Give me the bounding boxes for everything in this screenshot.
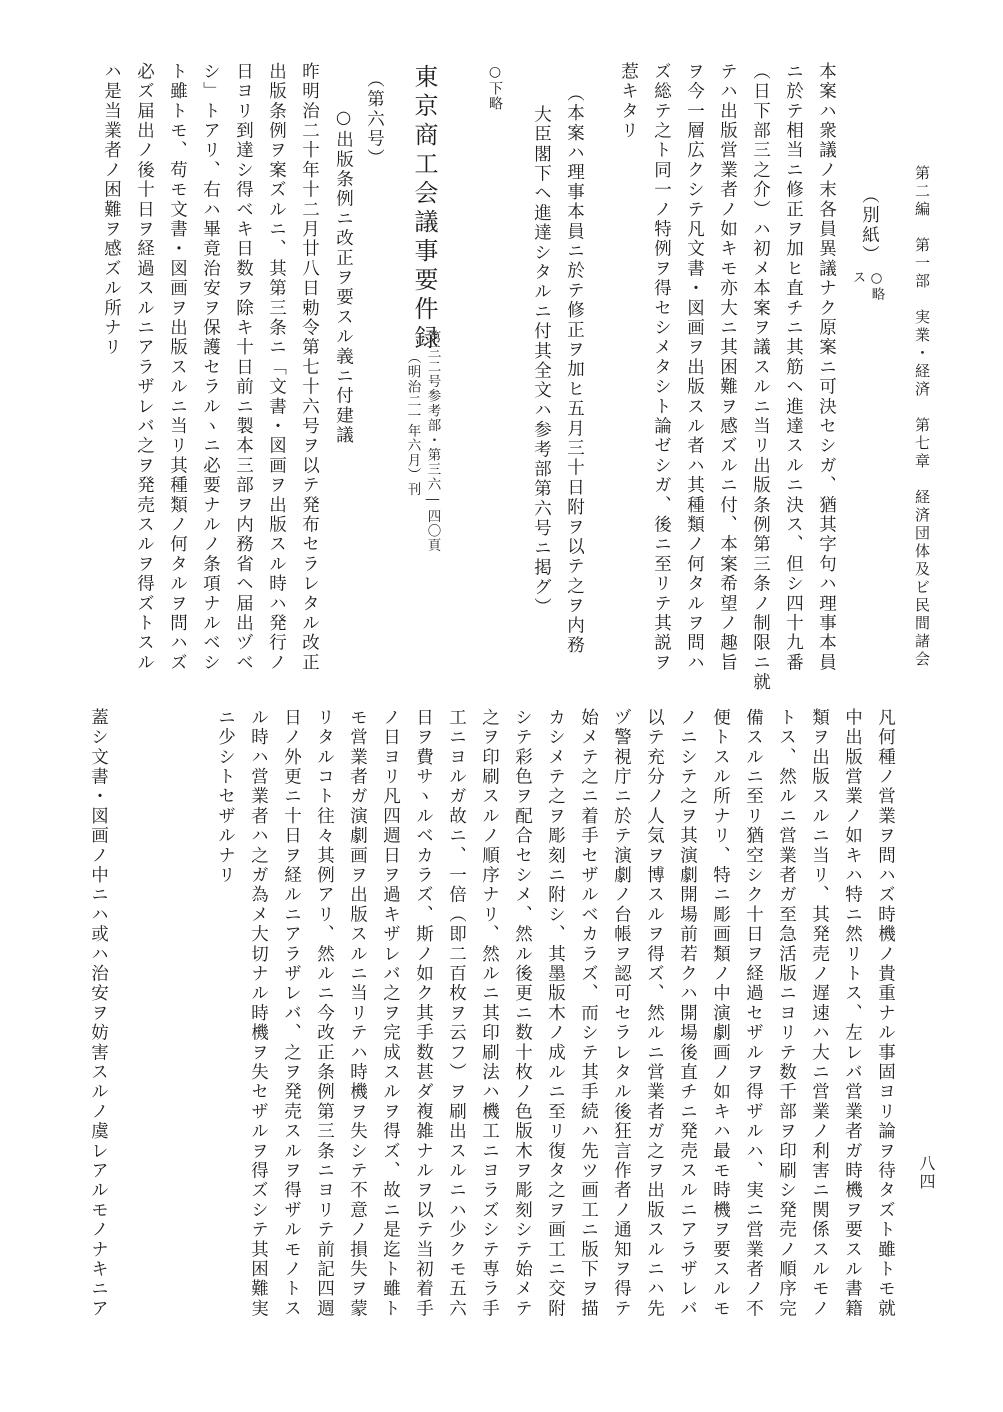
upper-col-5: テハ出版営業者ノ如キモ亦大ニ其困難ヲ感ズルニ付、本案希望ノ趣旨 <box>717 62 738 673</box>
lower-col-10: 始メテ之ニ着手セザルベカラズ、而シテ其手続ハ先ツ画工ニ版下ヲ描 <box>578 708 599 1319</box>
lower-col-21: ニ少シトセザルナリ <box>215 708 236 886</box>
lower-col-6: 便トスル所ナリ、特ニ彫画類ノ中演劇画ノ如キハ最モ時機ヲ要スルモ <box>710 708 731 1319</box>
page-number: 八四 <box>917 1155 936 1191</box>
upper-col-16: 出版条例ヲ案ズルニ、其第三条ニ「文書・図画ヲ出版スル時ハ発行ノ <box>266 62 287 673</box>
lower-col-15: 日ヲ費サヽルベカラズ、斯ノ如ク其手数甚ダ複雑ナルヲ以テ当初着手 <box>413 708 434 1319</box>
lower-col-3: 類ヲ出版スルニ当リ、其発売ノ遅速ハ大ニ営業ノ利害ニ関係スルモノ <box>809 708 830 1319</box>
upper-col-7: ズ総テ之ト同一ノ特例ヲ得セシメタシト論ゼシガ、後ニ至リテ其説ヲ <box>651 62 672 673</box>
lower-col-8: 以テ充分ノ人気ヲ博スルヲ得ズ、然ルニ営業者ガ之ヲ出版スルニハ先 <box>644 708 665 1319</box>
upper-col-1-note-2: ス <box>849 270 866 285</box>
lower-col-1: 凡何種ノ営業ヲ問ハズ時機ノ貴重ナル事固ヨリ論ヲ待タズト雖トモ就 <box>875 708 896 1319</box>
lower-col-4: トス、然ルニ営業者ガ至急活版ニヨリテ数千部ヲ印刷シ発売ノ順序完 <box>776 708 797 1319</box>
lower-col-22: 蓋シ文書・図画ノ中ニハ或ハ治安ヲ妨害スルノ虞レアルモノナキニア <box>88 708 109 1319</box>
lower-col-18: リタルコト往々其例アリ、然ルニ今改正条例第三条ニヨリテ前記四週 <box>314 708 335 1319</box>
upper-col-2: 本案ハ衆議ノ末各員異議ナク原案ニ可決セシガ、猶其字句ハ理事本員 <box>816 62 837 673</box>
lower-col-20: ル時ハ営業者ハ之ガ為メ大切ナル時機ヲ失セザルヲ得ズシテ其困難実 <box>248 708 269 1319</box>
upper-col-4: （日下部三之介）ハ初メ本案ヲ議スルニ当リ出版条例第三条ノ制限ニ就 <box>750 62 771 693</box>
upper-col-19: ト雖トモ、苟モ文書・図画ヲ出版スルニ当リ其種類ノ何タルヲ問ハズ <box>167 62 188 673</box>
lower-col-17: モ営業者ガ演劇画ヲ出版スルニ当リテハ時機ヲ失シテ不意ノ損失ヲ蒙 <box>347 708 368 1319</box>
upper-col-13: （第六号） <box>364 70 385 169</box>
upper-col-3: ニ於テ相当ニ修正ヲ加ヒ直チニ其筋ヘ進達スルニ決ス、但シ四十九番 <box>783 62 804 673</box>
lower-col-5: 備スルニ至リ猶空シク十日ヲ経過セザルヲ得ザルハ、実ニ営業者ノ不 <box>743 708 764 1319</box>
upper-col-10: 大臣閣下ヘ進達シタルニ付其全文ハ参考部第六号ニ掲グ） <box>531 105 552 618</box>
upper-col-18: シ」トアリ、右ハ畢竟治安ヲ保護セラルヽニ必要ナルノ条項ナルベシ <box>200 62 221 673</box>
lower-col-7: ノニシテ之ヲ其演劇開場前若クハ開場後直チニ発売スルニアラザレバ <box>677 708 698 1319</box>
upper-col-11: ○下略 <box>487 64 503 111</box>
lower-col-11: カシメテ之ヲ彫刻ニ附シ、其墨版木ノ成ルニ至リ復タ之ヲ画工ニ交附 <box>545 708 566 1319</box>
upper-col-15: 昨明治二十年十二月廿八日勅令第七十六号ヲ以テ発布セラレタル改正 <box>299 62 320 673</box>
lower-col-14: 工ニヨルガ故ニ、一倍（即二百枚ヲ云フ）ヲ刷出スルニハ少クモ五六 <box>446 708 467 1319</box>
upper-col-9: （本案ハ理事本員ニ於テ修正ヲ加ヒ五月三十日附ヲ以テ之ヲ内務 <box>564 84 585 656</box>
running-head: 第二編 第一部 実業・経済 第七章 経済団体及ビ民間諸会 <box>913 165 931 669</box>
lower-col-19: 日ノ外更ニ十日ヲ経ルニアラザレバ、之ヲ発売スルヲ得ザルモノトス <box>281 708 302 1319</box>
upper-col-17: 日ヨリ到達シ得ベキ日数ヲ除キ十日前ニ製本三部ヲ内務省ヘ届出ヅベ <box>233 62 254 673</box>
document-title: 東京商工会議事要件録 <box>410 64 438 354</box>
upper-col-14: ○出版条例ニ改正ヲ要スル義ニ付建議 <box>333 108 354 446</box>
title-note-2: （明治二一年六月）刊 <box>404 350 421 497</box>
lower-col-2: 中出版営業ノ如キハ特ニ然リトス、左レバ営業者ガ時機ヲ要スル書籍 <box>842 708 863 1319</box>
upper-col-21: ハ是当業者ノ困難ヲ感ズル所ナリ <box>101 62 122 358</box>
lower-col-13: 之ヲ印刷スルノ順序ナリ、然ルニ其印刷法ハ機工ニヨラズシテ専ラ手 <box>479 708 500 1319</box>
lower-col-9: ヅ警視庁ニ於テ演劇ノ台帳ヲ認可セラレタル後狂言作者ノ通知ヲ得テ <box>611 708 632 1319</box>
lower-col-12: シテ彩色ヲ配合セシメ、然ル後更ニ数十枚ノ色版木ヲ彫刻シテ始メテ <box>512 708 533 1319</box>
upper-col-20: 必ズ届出ノ後十日ヲ経過スルニアラザレバ之ヲ発売スルヲ得ズトスル <box>134 62 155 673</box>
title-note-1: 第三二号参考部・第三六―四〇頁 <box>424 330 441 553</box>
lower-col-16: ノ日ヨリ凡四週日ヲ過キザレバ之ヲ完成スルヲ得ズ、故ニ是迄ト雖ト <box>380 708 401 1319</box>
upper-col-8: 惹キタリ <box>618 62 639 141</box>
upper-col-1: （別紙） <box>859 186 880 265</box>
upper-col-1-note: ○略 <box>868 270 885 302</box>
upper-col-6: ヲ今一層広クシテ凡文書・図画ヲ出版スル者ハ其種類ノ何タルヲ問ハ <box>684 62 705 673</box>
